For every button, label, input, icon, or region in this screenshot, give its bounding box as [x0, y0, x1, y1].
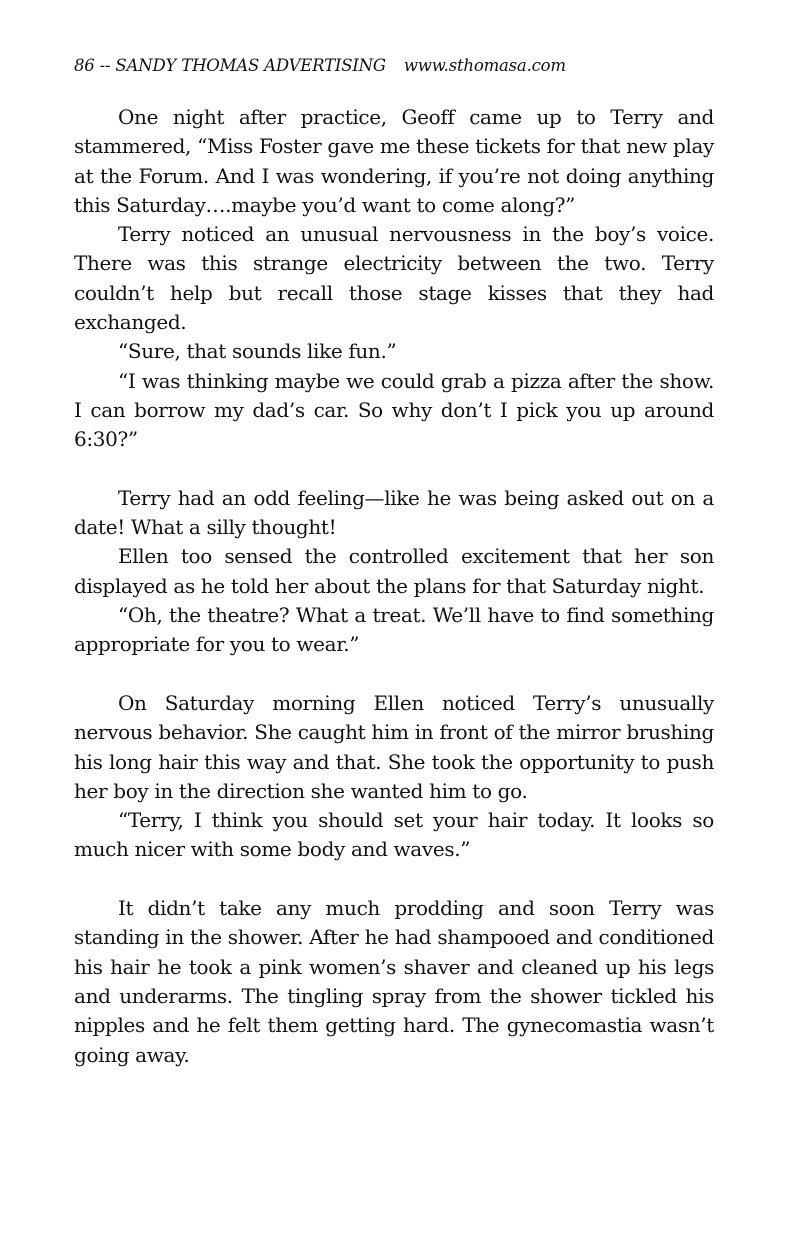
paragraph: On Saturday morning Ellen noticed Terry’s unusually nervous behavior. She caught him in front of the mirror brushing his long hair this way and that. She took the opportunity to push her boy in the direction she wanted him to go.: [74, 690, 714, 803]
header-title: 86 -- SANDY THOMAS ADVERTISING: [74, 56, 386, 75]
paragraph: “I was thinking maybe we could grab a pizza after the show. I can borrow my dad’s car. So why don’t I pick you up around 6:30?”: [74, 368, 714, 452]
running-header: [74, 56, 714, 75]
paragraph: One night after practice, Geoff came up to Terry and stammered, “Miss Foster gave me these tickets for that new play at the Forum. And I was wondering, if you’re not doing anything this Saturday….maybe you’d want to come along?”: [74, 105, 714, 217]
paragraph: Terry had an odd feeling—like he was being asked out on a date! What a silly thought!: [74, 485, 714, 540]
body-text: [74, 103, 714, 1070]
paragraph: Ellen too sensed the controlled excitement that her son displayed as he told her about the plans for that Saturday night.: [74, 544, 714, 598]
paragraph: “Oh, the theatre? What a treat. We’ll have to find something appropriate for you to wear.”: [74, 603, 714, 657]
paragraph: “Terry, I think you should set your hair today. It looks so much nicer with some body and waves.”: [74, 808, 714, 862]
paragraph: It didn’t take any much prodding and soon Terry was standing in the shower. After he had shampooed and conditioned his hair he took a pink women’s shaver and cleaned up his legs and underarms. The tingling spray from the shower tickled his nipples and he felt them getting hard. The gynecomastia wasn’t going away.: [74, 896, 714, 1067]
header-url: www.sthomasa.com: [403, 56, 566, 75]
paragraph: Terry noticed an unusual nervousness in the boy’s voice. There was this strange electricity between the two. Terry couldn’t help but recall those stage kisses that they had exchanged.: [74, 222, 714, 335]
paragraph: “Sure, that sounds like fun.”: [118, 339, 397, 364]
book-page: [74, 56, 714, 1070]
